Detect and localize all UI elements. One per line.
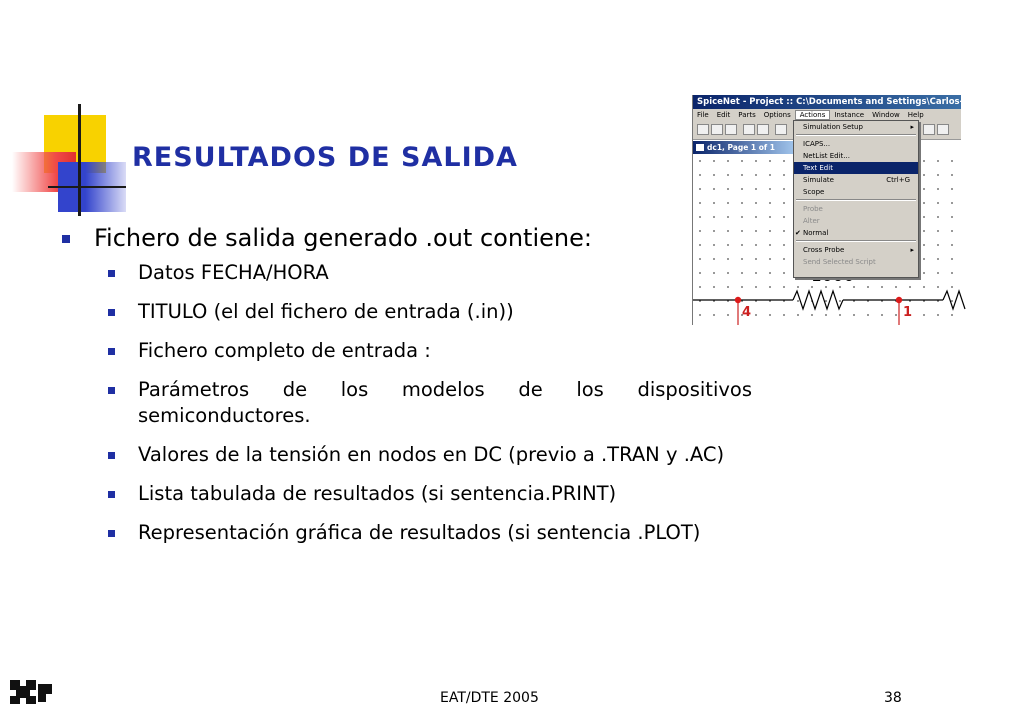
menu-help[interactable]: Help xyxy=(907,111,924,119)
menu-item-netlist-edit[interactable]: NetList Edit... xyxy=(803,152,850,160)
sub-bullet-item: Fichero completo de entrada : xyxy=(94,338,752,364)
menu-instance[interactable]: Instance xyxy=(834,111,865,119)
menu-parts[interactable]: Parts xyxy=(738,111,756,119)
menu-item-scope[interactable]: Scope xyxy=(803,188,825,196)
bullet-square-icon xyxy=(62,235,70,243)
decorative-vertical-line xyxy=(78,104,81,216)
main-bullet-text: Fichero de salida generado .out contiene: xyxy=(94,224,592,252)
menu-item-probe[interactable]: Probe xyxy=(803,205,823,213)
menu-item-normal[interactable]: ✔ Normal xyxy=(795,229,829,237)
main-bullet-item xyxy=(62,222,752,546)
sub-bullet-item: Valores de la tensión en nodos en DC (previo a .TRAN y .AC) xyxy=(94,442,752,468)
bullet-square-icon xyxy=(108,491,115,498)
menu-actions[interactable]: Actions xyxy=(795,110,831,120)
node-dot xyxy=(896,297,902,303)
menu-separator xyxy=(796,240,916,242)
bullet-list xyxy=(62,222,752,559)
node-label-4: 4 xyxy=(742,305,752,320)
bullet-square-icon xyxy=(108,270,115,277)
menu-file[interactable]: File xyxy=(697,111,709,119)
menu-item-icaps[interactable]: ICAPS... xyxy=(803,140,831,148)
sub-bullet-item: Lista tabulada de resultados (si sentencia.PRINT) xyxy=(94,481,752,507)
menu-item-cross-probe[interactable]: Cross Probe ▸ xyxy=(803,246,914,254)
checkmark-icon: ✔ xyxy=(795,229,801,237)
menu-item-alter[interactable]: Alter xyxy=(803,217,820,225)
decorative-horizontal-line xyxy=(48,186,126,188)
menu-separator xyxy=(796,134,916,136)
sub-bullet-item: TITULO (el del fichero de entrada (.in)) xyxy=(94,299,752,325)
menu-options[interactable]: Options xyxy=(763,111,791,119)
window-title: SpiceNet - Project :: C:\Documents and Settings\Carlos-Amuchast xyxy=(693,95,961,109)
submenu-arrow-icon: ▸ xyxy=(910,123,914,131)
sub-bullet-item: Parámetros de los modelos de los dispositivos semiconductores. xyxy=(94,377,752,429)
page-number: 38 xyxy=(884,690,902,706)
slide-title: RESULTADOS DE SALIDA xyxy=(132,142,518,173)
menu-edit[interactable]: Edit xyxy=(716,111,731,119)
bullet-square-icon xyxy=(108,452,115,459)
document-tab-label: dc1, Page 1 of 1 xyxy=(707,143,775,152)
menu-item-simulate[interactable]: Simulate Ctrl+G xyxy=(803,176,910,184)
bullet-square-icon xyxy=(108,387,115,394)
node-label-1: 1 xyxy=(903,305,913,320)
footer-text: EAT/DTE 2005 xyxy=(440,690,539,706)
submenu-arrow-icon: ▸ xyxy=(910,246,914,254)
menu-window[interactable]: Window xyxy=(872,111,900,119)
actions-dropdown-menu xyxy=(793,120,919,278)
footer xyxy=(0,690,960,710)
menu-item-send-selected-script[interactable]: Send Selected Script xyxy=(803,258,876,266)
sub-bullet-item: Representación gráfica de resultados (si sentencia .PLOT) xyxy=(94,520,752,546)
bullet-square-icon xyxy=(108,309,115,316)
menu-item-simulation-setup[interactable]: Simulation Setup ▸ xyxy=(803,123,914,131)
sub-bullet-list xyxy=(94,260,752,546)
bullet-square-icon xyxy=(108,530,115,537)
menu-separator xyxy=(796,199,916,201)
bullet-square-icon xyxy=(108,348,115,355)
sub-bullet-item: Datos FECHA/HORA xyxy=(94,260,752,286)
menu-item-text-edit[interactable]: Text Edit xyxy=(794,162,918,174)
